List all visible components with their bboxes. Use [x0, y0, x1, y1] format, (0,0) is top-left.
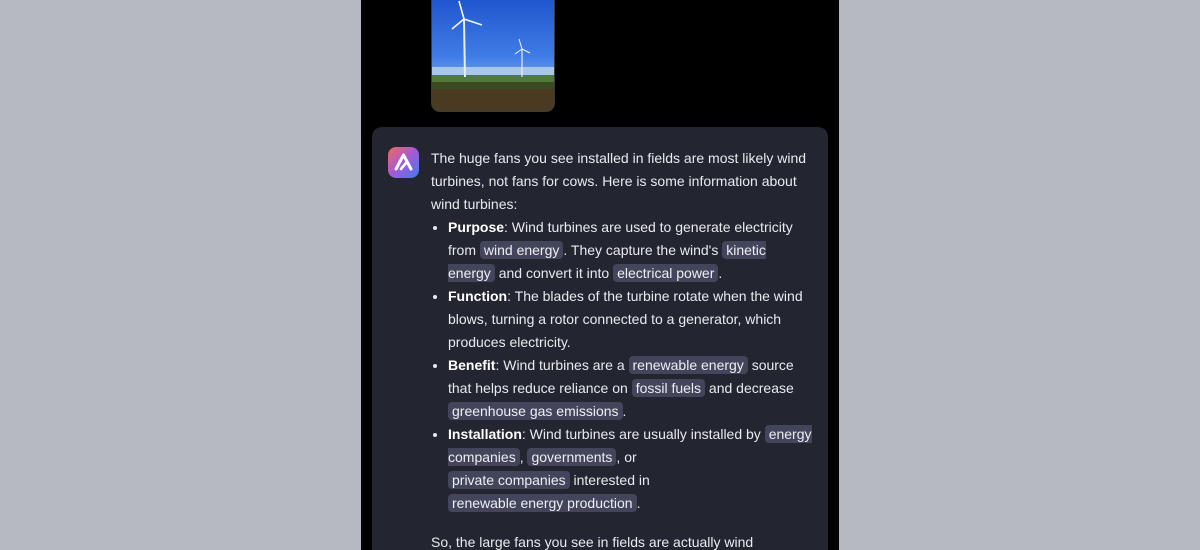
item-text: : Wind turbines are usually installed by — [521, 426, 765, 442]
item-title: Installation — [448, 426, 522, 442]
keyword-chip-private-companies[interactable]: private companies — [448, 471, 570, 489]
message-intro: The huge fans you see installed in fields are most likely wind turbines, not fans for cows. Here is some information about wind turbines: — [431, 150, 807, 212]
item-text: . — [622, 403, 627, 419]
keyword-chip-governments[interactable]: governments — [527, 448, 616, 466]
keyword-chip-greenhouse-gas-emissions[interactable]: greenhouse gas emissions — [448, 402, 623, 420]
item-title: Benefit — [448, 357, 496, 373]
item-text: interested in — [569, 472, 650, 488]
keyword-chip-wind-energy[interactable]: wind energy — [480, 241, 564, 259]
keyword-chip-renewable-energy[interactable]: renewable energy — [629, 356, 748, 374]
item-text: . — [718, 265, 723, 281]
wind-turbine-photo[interactable] — [431, 0, 555, 112]
chat-panel — [361, 0, 839, 550]
item-text: source that helps reduce reliance on — [448, 357, 794, 396]
item-text: : The blades of the turbine rotate when the wind blows, turning a rotor connected to a generator, which produces electricity. — [448, 288, 803, 350]
list-item-installation — [448, 423, 816, 515]
keyword-chip-kinetic-energy[interactable]: kinetic energy — [448, 242, 766, 281]
item-title: Purpose — [448, 219, 505, 235]
item-title: Function — [448, 288, 508, 304]
item-text: and convert it into — [494, 265, 614, 281]
item-text: and decrease — [705, 380, 794, 396]
keyword-chip-fossil-fuels[interactable]: fossil fuels — [632, 379, 705, 397]
item-text: , — [519, 449, 528, 465]
keyword-chip-energy-companies[interactable]: energy companies — [448, 426, 812, 465]
item-text: , or — [616, 449, 637, 465]
info-list — [431, 216, 816, 515]
keyword-chip-electrical-power[interactable]: electrical power — [613, 264, 718, 282]
assistant-logo-icon — [388, 147, 419, 178]
assistant-message-bubble — [372, 127, 828, 550]
assistant-message-text — [431, 147, 816, 550]
item-text: . — [636, 495, 641, 511]
item-text: : Wind turbines are a — [495, 357, 629, 373]
message-outro: So, the large fans you see in fields are actually wind — [431, 534, 754, 550]
list-item-purpose — [448, 216, 816, 285]
item-text: . They capture the wind's — [563, 242, 723, 258]
list-item-function — [448, 285, 816, 354]
list-item-benefit — [448, 354, 816, 423]
item-text: : Wind turbines are used to generate electricity from — [448, 219, 793, 258]
keyword-chip-renewable-energy-production[interactable]: renewable energy production — [448, 494, 637, 512]
